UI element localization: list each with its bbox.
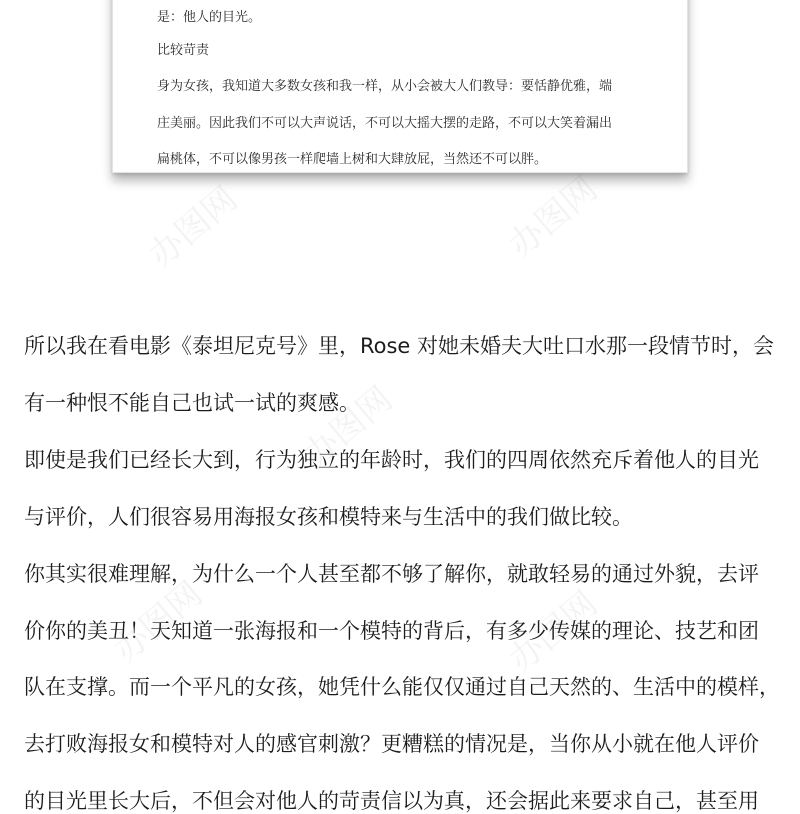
body-paragraph-line: 的目光里长大后，不但会对他人的苛责信以为真，还会据此来要求自己，甚至用 xyxy=(24,789,759,813)
body-paragraph-line: 有一种恨不能自己也试一试的爽感。 xyxy=(24,391,360,415)
watermark: 办图网 xyxy=(296,379,401,476)
watermark: 办图网 xyxy=(106,574,211,671)
body-paragraph-line: 价你的美丑！天知道一张海报和一个模特的背后，有多少传媒的理论、技艺和团 xyxy=(24,619,759,643)
card-paragraph-line: 庄美丽。因此我们不可以大声说话，不可以大摇大摆的走路，不可以大笑着漏出 xyxy=(157,116,613,131)
body-paragraph-line: 你其实很难理解，为什么一个人甚至都不够了解你，就敢轻易的通过外貌，去评 xyxy=(24,562,759,586)
watermark: 办图网 xyxy=(141,179,246,276)
document-page-card xyxy=(112,0,688,173)
body-paragraph-line: 队在支撑。而一个平凡的女孩，她凭什么能仅仅通过自己天然的、生活中的模样， xyxy=(24,675,780,699)
watermark: 办图网 xyxy=(501,584,606,681)
card-paragraph-line: 扁桃体，不可以像男孩一样爬墙上树和大肆放屁，当然还不可以胖。 xyxy=(157,152,548,167)
body-paragraph-line: 即使是我们已经长大到，行为独立的年龄时，我们的四周依然充斥着他人的目光 xyxy=(24,448,759,472)
body-paragraph-line: 所以我在看电影《泰坦尼克号》里，Rose 对她未婚夫大吐口水那一段情节时，会 xyxy=(24,334,775,358)
card-paragraph-line: 身为女孩，我知道大多数女孩和我一样，从小会被大人们教导：要恬静优雅，端 xyxy=(157,79,613,94)
card-section-heading: 比较苛责 xyxy=(157,43,210,58)
watermark: 办图网 xyxy=(501,169,606,266)
body-paragraph-line: 与评价，人们很容易用海报女孩和模特来与生活中的我们做比较。 xyxy=(24,505,633,529)
body-paragraph-line: 去打败海报女和模特对人的感官刺激？更糟糕的情况是，当你从小就在他人评价 xyxy=(24,732,759,756)
card-paragraph-line: 是：他人的目光。 xyxy=(157,10,262,25)
